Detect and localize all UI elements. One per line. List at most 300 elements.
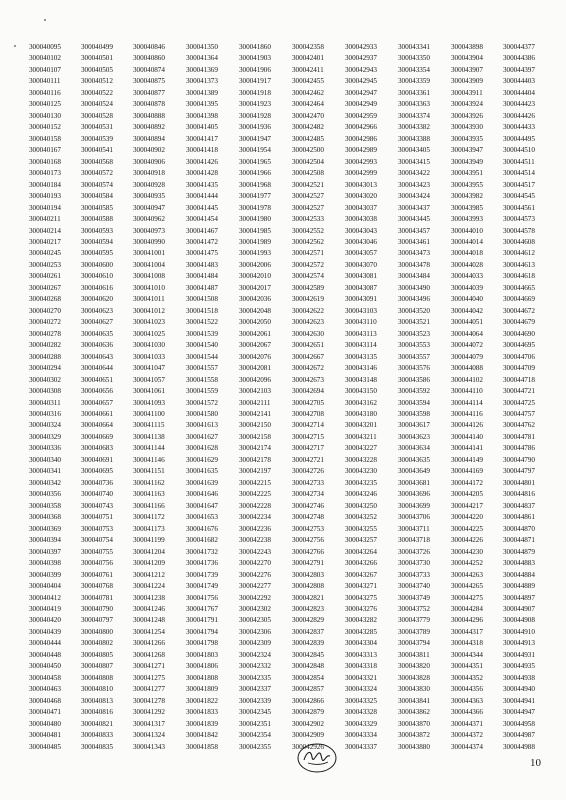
roll-number-cell: 300043649 [398, 467, 430, 476]
roll-number-cell: 300040444 [29, 639, 61, 648]
roll-number-cell: 300042234 [239, 513, 271, 522]
roll-number-cell: 300043911 [451, 88, 483, 97]
roll-number-cell: 300044404 [503, 88, 535, 97]
roll-number-cell: 300041928 [239, 111, 271, 120]
roll-number-cell: 300043230 [345, 467, 377, 476]
roll-number-cell: 300041559 [186, 387, 218, 396]
roll-number-cell: 300040643 [81, 352, 113, 361]
roll-number-cell: 300040669 [81, 432, 113, 441]
roll-number-cell: 300042215 [239, 478, 271, 487]
roll-number-cell: 300040808 [81, 673, 113, 682]
roll-number-cell: 300040756 [81, 559, 113, 568]
roll-number-cell: 300042335 [239, 673, 271, 682]
roll-number-cell: 300041917 [239, 77, 271, 86]
roll-number-cell: 300044781 [503, 432, 535, 441]
roll-number-cell: 300042411 [292, 65, 324, 74]
roll-number-cell: 300042714 [292, 421, 324, 430]
roll-number-cell: 300044495 [503, 134, 535, 143]
roll-number-cell: 300044884 [503, 570, 535, 579]
roll-number-cell: 300044220 [451, 513, 483, 522]
roll-number-cell: 300041580 [186, 410, 218, 418]
roll-number-cell: 300044762 [503, 421, 535, 430]
roll-number-cell: 300040740 [81, 490, 113, 499]
roll-number-cell: 300044608 [503, 237, 535, 246]
roll-number-cell: 300044263 [451, 570, 483, 579]
roll-number-cell: 300042111 [239, 398, 271, 407]
roll-number-cell: 300044612 [503, 249, 535, 258]
roll-number-cell: 300043520 [398, 306, 430, 315]
roll-number-cell: 300043523 [398, 329, 430, 338]
roll-number-cell: 300041993 [239, 249, 271, 258]
roll-number-cell: 300043594 [398, 398, 430, 407]
roll-number-cell: 300041100 [133, 410, 165, 418]
roll-number-cell: 300042854 [292, 673, 324, 682]
roll-number-cell: 300041484 [186, 272, 218, 281]
roll-number-cell: 300040695 [81, 467, 113, 476]
roll-number-cell: 300042572 [292, 260, 324, 269]
roll-number-cell: 300044230 [451, 547, 483, 556]
roll-number-cell: 300044114 [451, 398, 483, 407]
roll-number-cell: 300043423 [398, 180, 430, 189]
roll-number-cell: 300040358 [29, 501, 61, 510]
roll-number-cell: 300040450 [29, 662, 61, 671]
roll-number-cell: 300044672 [503, 306, 535, 315]
roll-number-cell: 300041275 [133, 673, 165, 682]
roll-number-cell: 300040656 [81, 387, 113, 396]
roll-number-cell: 300040505 [81, 65, 113, 74]
roll-number-cell: 300040368 [29, 513, 61, 522]
roll-number-cell: 300043696 [398, 490, 430, 499]
roll-number-cell: 300041653 [186, 513, 218, 522]
roll-number-cell: 300042622 [292, 306, 324, 315]
roll-number-cell: 300044757 [503, 410, 535, 418]
roll-number-cell: 300041627 [186, 432, 218, 441]
roll-number-cell: 300040754 [81, 536, 113, 545]
roll-number-cell: 300044426 [503, 111, 535, 120]
roll-number-cell: 300044040 [451, 295, 483, 304]
roll-number-cell: 300040835 [81, 742, 113, 751]
roll-number-cell: 300043304 [345, 639, 377, 648]
roll-number-cell: 300043382 [398, 123, 430, 132]
roll-number-cell: 300043321 [345, 673, 377, 682]
roll-number-cell: 300042470 [292, 111, 324, 120]
roll-number-cell: 300044217 [451, 501, 483, 510]
roll-number-cell: 300044252 [451, 559, 483, 568]
roll-number-cell: 300040102 [29, 54, 61, 63]
roll-number-cell: 300043706 [398, 513, 430, 522]
roll-number-cell: 300040463 [29, 685, 61, 694]
roll-number-cell: 300044010 [451, 226, 483, 235]
roll-number-cell: 300041426 [186, 157, 218, 166]
roll-number-cell: 300043898 [451, 43, 483, 51]
roll-number-cell: 300043328 [345, 708, 377, 717]
roll-number-cell: 300043718 [398, 536, 430, 545]
roll-number-cell: 300041809 [186, 685, 218, 694]
roll-number-cell: 300041947 [239, 134, 271, 143]
roll-number-cell: 300041682 [186, 536, 218, 545]
roll-number-cell: 300040753 [81, 524, 113, 533]
roll-number-cell: 300041558 [186, 375, 218, 384]
roll-number-cell: 300042345 [239, 708, 271, 717]
roll-number-cell: 300040448 [29, 650, 61, 659]
roll-number-cell: 300041023 [133, 318, 165, 327]
roll-number-cell: 300041475 [186, 249, 218, 258]
roll-number-cell: 300040588 [81, 215, 113, 224]
roll-number-cell: 300042866 [292, 696, 324, 705]
roll-number-cell: 300042324 [239, 650, 271, 659]
roll-number-cell: 300044372 [451, 731, 483, 740]
roll-number-cell: 300042332 [239, 662, 271, 671]
roll-number-cell: 300043361 [398, 88, 430, 97]
roll-number-cell: 300044511 [503, 157, 535, 166]
roll-number-cell: 300044958 [503, 719, 535, 728]
roll-number-cell: 300042902 [292, 719, 324, 728]
roll-number-cell: 300043110 [345, 318, 377, 327]
roll-number-cell: 300040635 [81, 329, 113, 338]
roll-number-cell: 300043907 [451, 65, 483, 74]
roll-number-cell: 300040340 [29, 455, 61, 464]
roll-number-cell: 300044987 [503, 731, 535, 740]
roll-number-cell: 300041798 [186, 639, 218, 648]
roll-number-cell: 300041093 [133, 398, 165, 407]
roll-number-cell: 300042464 [292, 100, 324, 109]
roll-number-cell: 300042845 [292, 650, 324, 659]
roll-number-cell: 300043325 [345, 696, 377, 705]
roll-number-cell: 300040761 [81, 570, 113, 579]
roll-number-cell: 300043057 [345, 249, 377, 258]
roll-number-cell: 300042355 [239, 742, 271, 751]
roll-number-cell: 300040267 [29, 283, 61, 292]
roll-number-cell: 300042651 [292, 341, 324, 350]
roll-number-cell: 300041350 [186, 43, 218, 51]
roll-number-cell: 300041172 [133, 513, 165, 522]
roll-number-cell: 300043150 [345, 387, 377, 396]
roll-number-cell: 300043521 [398, 318, 430, 327]
roll-number-cell: 300040398 [29, 559, 61, 568]
roll-number-table [29, 42, 545, 753]
signature-stamp [296, 742, 338, 774]
roll-number-cell: 300043252 [345, 513, 377, 522]
roll-number-cell: 300040807 [81, 662, 113, 671]
roll-number-cell: 300040894 [133, 134, 165, 143]
roll-number-cell: 300043830 [398, 685, 430, 694]
roll-number-cell: 300041254 [133, 627, 165, 636]
roll-number-cell: 300040875 [133, 77, 165, 86]
roll-number-cell: 300040194 [29, 203, 61, 212]
roll-number-cell: 300041292 [133, 708, 165, 717]
roll-number-cell: 300044907 [503, 604, 535, 613]
roll-number-cell: 300042959 [345, 111, 377, 120]
roll-number-cell: 300042504 [292, 157, 324, 166]
roll-number-cell: 300042096 [239, 375, 271, 384]
roll-number-cell: 300043324 [345, 685, 377, 694]
roll-number-cell: 300042306 [239, 627, 271, 636]
roll-number-cell: 300040253 [29, 260, 61, 269]
roll-number-cell: 300042225 [239, 490, 271, 499]
roll-number-cell: 300042197 [239, 467, 271, 476]
roll-number-cell: 300043811 [398, 650, 430, 659]
roll-number-cell: 300040481 [29, 731, 61, 740]
roll-number-cell: 300041163 [133, 490, 165, 499]
roll-number-cell: 300043592 [398, 387, 430, 396]
roll-number-cell: 300042574 [292, 272, 324, 281]
roll-number-cell: 300043250 [345, 501, 377, 510]
roll-number-cell: 300044816 [503, 490, 535, 499]
roll-number-cell: 300042337 [239, 685, 271, 694]
roll-number-cell: 300044897 [503, 593, 535, 602]
roll-number-cell: 300043354 [398, 65, 430, 74]
roll-number-cell: 300040158 [29, 134, 61, 143]
roll-number-cell: 300041860 [239, 43, 271, 51]
roll-number-cell: 300040512 [81, 77, 113, 86]
roll-number-cell: 300042050 [239, 318, 271, 327]
roll-number-cell: 300041646 [186, 490, 218, 499]
roll-number-cell: 300040130 [29, 111, 61, 120]
roll-number-cell: 300042766 [292, 547, 324, 556]
roll-number-cell: 300041343 [133, 742, 165, 751]
roll-number-cell: 300043211 [345, 432, 377, 441]
roll-number-cell: 300042527 [292, 203, 324, 212]
roll-number-cell: 300041749 [186, 582, 218, 591]
roll-number-cell: 300041739 [186, 570, 218, 579]
roll-number-cell: 300041324 [133, 731, 165, 740]
roll-number-cell: 300044801 [503, 478, 535, 487]
roll-number-cell: 300044786 [503, 444, 535, 453]
roll-number-cell: 300041277 [133, 685, 165, 694]
roll-number-cell: 300041057 [133, 375, 165, 384]
roll-number-cell: 300044352 [451, 673, 483, 682]
roll-number-cell: 300044935 [503, 662, 535, 671]
roll-number-cell: 300040480 [29, 719, 61, 728]
roll-number-cell: 300043070 [345, 260, 377, 269]
roll-number-cell: 300041978 [239, 203, 271, 212]
roll-number-cell: 300044940 [503, 685, 535, 694]
roll-number-cell: 300040935 [133, 192, 165, 201]
roll-number-cell: 300041736 [186, 559, 218, 568]
roll-number-cell: 300042178 [239, 455, 271, 464]
roll-number-cell: 300040781 [81, 593, 113, 602]
roll-number-cell: 300044028 [451, 260, 483, 269]
roll-number-cell: 300044371 [451, 719, 483, 728]
roll-number-cell: 300043276 [345, 604, 377, 613]
roll-number-cell: 300043180 [345, 410, 377, 418]
roll-number-cell: 300043043 [345, 226, 377, 235]
roll-number-cell: 300042401 [292, 54, 324, 63]
roll-number-cell: 300042926 [292, 742, 324, 751]
roll-number-cell: 300044042 [451, 306, 483, 315]
roll-number-cell: 300042010 [239, 272, 271, 281]
roll-number-cell: 300040627 [81, 318, 113, 327]
roll-number-cell: 300041918 [239, 88, 271, 97]
roll-number-cell: 300041209 [133, 559, 165, 568]
roll-number-cell: 300041418 [186, 146, 218, 155]
roll-number-cell: 300043461 [398, 237, 430, 246]
roll-number-cell: 300042533 [292, 215, 324, 224]
roll-number-cell: 300044861 [503, 513, 535, 522]
roll-number-cell: 300041954 [239, 146, 271, 155]
roll-number-cell: 300042243 [239, 547, 271, 556]
roll-number-cell: 300041613 [186, 421, 218, 430]
roll-number-cell: 300042857 [292, 685, 324, 694]
roll-number-cell: 300043246 [345, 490, 377, 499]
roll-number-cell: 300044913 [503, 639, 535, 648]
roll-number-cell: 300040800 [81, 627, 113, 636]
roll-number-cell: 300041842 [186, 731, 218, 740]
roll-number-cell: 300044618 [503, 272, 535, 281]
roll-number-cell: 300040439 [29, 627, 61, 636]
roll-number-cell: 300044397 [503, 65, 535, 74]
roll-number-cell: 300042174 [239, 444, 271, 453]
roll-number-cell: 300040211 [29, 215, 61, 224]
roll-number-cell: 300043091 [345, 295, 377, 304]
roll-number-cell: 300043553 [398, 341, 430, 350]
roll-number-cell: 300044941 [503, 696, 535, 705]
roll-number-cell: 300041936 [239, 123, 271, 132]
roll-number-cell: 300041965 [239, 157, 271, 166]
roll-number-cell: 300043617 [398, 421, 430, 430]
roll-number-cell: 300041144 [133, 444, 165, 453]
roll-number-cell: 300041467 [186, 226, 218, 235]
roll-number-cell: 300042527 [292, 192, 324, 201]
roll-number-cell: 300041010 [133, 283, 165, 292]
roll-number-cell: 300041833 [186, 708, 218, 717]
roll-number-cell: 300044797 [503, 467, 535, 476]
roll-number-cell: 300042103 [239, 387, 271, 396]
roll-number-cell: 300041204 [133, 547, 165, 556]
roll-number-cell: 300043318 [345, 662, 377, 671]
roll-number-cell: 300042277 [239, 582, 271, 591]
roll-number-cell: 300042879 [292, 708, 324, 717]
roll-number-cell: 300043020 [345, 192, 377, 201]
roll-number-cell: 300042708 [292, 410, 324, 418]
roll-number-cell: 300040316 [29, 410, 61, 418]
roll-number-cell: 300043363 [398, 100, 430, 109]
roll-number-cell: 300044988 [503, 742, 535, 751]
roll-number-cell: 300043113 [345, 329, 377, 338]
roll-number-cell: 300041906 [239, 65, 271, 74]
roll-number-cell: 300041483 [186, 260, 218, 269]
roll-number-cell: 300040610 [81, 272, 113, 281]
roll-number-cell: 300042989 [345, 146, 377, 155]
roll-number-cell: 300040282 [29, 341, 61, 350]
roll-number-cell: 300041985 [239, 226, 271, 235]
roll-number-cell: 300043484 [398, 272, 430, 281]
roll-number-cell: 300043473 [398, 249, 430, 258]
roll-number-cell: 300042999 [345, 169, 377, 178]
roll-number-cell: 300040394 [29, 536, 61, 545]
roll-number-cell: 300041146 [133, 455, 165, 464]
roll-number-cell: 300040644 [81, 364, 113, 373]
roll-number-cell: 300044344 [451, 650, 483, 659]
roll-number-cell: 300040973 [133, 226, 165, 235]
roll-number-cell: 300041047 [133, 364, 165, 373]
roll-number-cell: 300040125 [29, 100, 61, 109]
roll-number-cell: 300041199 [133, 536, 165, 545]
roll-number-cell: 300041373 [186, 77, 218, 86]
roll-number-cell: 300041417 [186, 134, 218, 143]
roll-number-cell: 300043985 [451, 203, 483, 212]
roll-number-cell: 300040420 [29, 616, 61, 625]
roll-number-cell: 300040810 [81, 685, 113, 694]
roll-number-cell: 300041629 [186, 455, 218, 464]
roll-number-cell: 300044947 [503, 708, 535, 717]
roll-number-cell: 300040168 [29, 157, 61, 166]
roll-number-cell: 300042734 [292, 490, 324, 499]
roll-number-cell: 300042733 [292, 478, 324, 487]
roll-number-cell: 300041923 [239, 100, 271, 109]
roll-number-cell: 300040651 [81, 375, 113, 384]
roll-number-cell: 300041162 [133, 478, 165, 487]
roll-number-cell: 300041248 [133, 616, 165, 625]
roll-number-cell: 300042508 [292, 169, 324, 178]
roll-number-cell: 300040539 [81, 134, 113, 143]
roll-number-cell: 300041472 [186, 237, 218, 246]
roll-number-cell: 300040111 [29, 77, 61, 86]
roll-number-cell: 300042823 [292, 604, 324, 613]
roll-number-cell: 300042521 [292, 180, 324, 189]
roll-number-cell: 300040311 [29, 398, 61, 407]
roll-number-cell: 300040906 [133, 157, 165, 166]
roll-number-cell: 300040272 [29, 318, 61, 327]
roll-number-cell: 300042455 [292, 77, 324, 86]
roll-number-cell: 300044317 [451, 627, 483, 636]
roll-number-cell: 300044116 [451, 410, 483, 418]
roll-number-cell: 300040877 [133, 88, 165, 97]
roll-number-cell: 300043789 [398, 627, 430, 636]
roll-number-cell: 300042839 [292, 639, 324, 648]
roll-number-cell: 300044318 [451, 639, 483, 648]
roll-number-cell: 300042909 [292, 731, 324, 740]
roll-number-cell: 300040342 [29, 478, 61, 487]
roll-number-cell: 300041025 [133, 329, 165, 338]
roll-number-cell: 300041011 [133, 295, 165, 304]
roll-number-cell: 300043862 [398, 708, 430, 717]
roll-number-cell: 300043201 [345, 421, 377, 430]
roll-number-cell: 300041639 [186, 478, 218, 487]
roll-number-cell: 300043623 [398, 432, 430, 441]
roll-number-cell: 300040768 [81, 582, 113, 591]
roll-number-cell: 300042006 [239, 260, 271, 269]
roll-number-cell: 300040816 [81, 708, 113, 717]
roll-number-cell: 300041635 [186, 467, 218, 476]
roll-number-cell: 300042943 [345, 65, 377, 74]
roll-number-cell: 300041061 [133, 387, 165, 396]
roll-number-cell: 300041364 [186, 54, 218, 63]
roll-number-cell: 300044064 [451, 329, 483, 338]
roll-number-cell: 300042667 [292, 352, 324, 361]
roll-number-cell: 300043982 [451, 192, 483, 201]
roll-number-cell: 300043405 [398, 146, 430, 155]
roll-number-cell: 300040524 [81, 100, 113, 109]
scan-speck [44, 19, 46, 21]
roll-number-cell: 300042705 [292, 398, 324, 407]
roll-number-cell: 300043135 [345, 352, 377, 361]
roll-number-cell: 300044889 [503, 582, 535, 591]
roll-number-cell: 300041033 [133, 352, 165, 361]
roll-number-cell: 300043926 [451, 111, 483, 120]
roll-number-cell: 300043422 [398, 169, 430, 178]
roll-number-cell: 300044374 [451, 742, 483, 751]
roll-number-cell: 300041806 [186, 662, 218, 671]
roll-number-cell: 300044931 [503, 650, 535, 659]
roll-number-cell: 300041966 [239, 169, 271, 178]
roll-number-cell: 300043740 [398, 582, 430, 591]
roll-number-cell: 300043681 [398, 478, 430, 487]
roll-number-cell: 300041539 [186, 329, 218, 338]
roll-number-cell: 300043266 [345, 559, 377, 568]
roll-number-cell: 300041444 [186, 192, 218, 201]
roll-number-cell: 300041212 [133, 570, 165, 579]
